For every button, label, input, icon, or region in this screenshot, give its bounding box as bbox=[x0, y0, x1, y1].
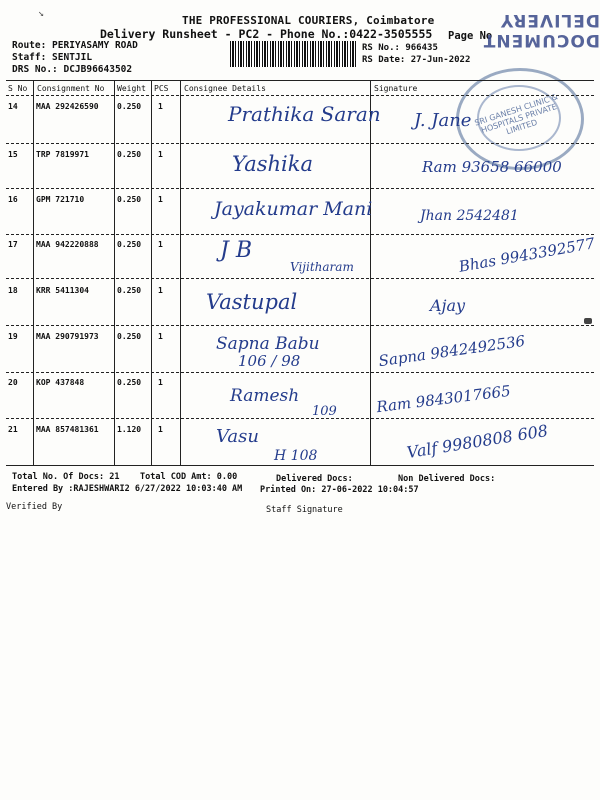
row-consignee-extra: 106 / 98 bbox=[238, 352, 301, 370]
drs-number: DRS No.: DCJB96643502 bbox=[12, 64, 133, 75]
row-signature: J. Jane bbox=[414, 110, 472, 131]
row-sno: 14 bbox=[8, 102, 18, 111]
row-pcs: 1 bbox=[158, 378, 163, 387]
col-header-pcs: PCS bbox=[154, 84, 169, 93]
row-consignee-handwriting: Vasu bbox=[216, 426, 259, 447]
row-divider bbox=[6, 188, 594, 189]
col-divider bbox=[151, 80, 152, 465]
row-consignee-extra: H 108 bbox=[274, 448, 318, 464]
printed-on: Printed On: 27-06-2022 10:04:57 bbox=[260, 485, 419, 495]
company-title: THE PROFESSIONAL COURIERS, Coimbatore bbox=[182, 14, 435, 27]
staff-label: Staff: SENTJIL bbox=[12, 52, 93, 63]
row-consignee-handwriting: Vastupal bbox=[206, 290, 298, 314]
row-divider bbox=[6, 143, 594, 144]
row-signature: Valf 9980808 608 bbox=[405, 420, 550, 463]
row-divider bbox=[6, 372, 594, 373]
verified-by: Verified By bbox=[6, 502, 63, 512]
delivered-docs: Delivered Docs: bbox=[276, 474, 353, 484]
row-consignment: MAA 292426590 bbox=[36, 102, 99, 111]
row-pcs: 1 bbox=[158, 102, 163, 111]
row-weight: 0.250 bbox=[117, 195, 142, 204]
barcode bbox=[230, 41, 358, 67]
row-sno: 18 bbox=[8, 286, 18, 295]
total-cod: Total COD Amt: 0.00 bbox=[140, 472, 238, 482]
row-weight: 0.250 bbox=[117, 378, 142, 387]
row-weight: 1.120 bbox=[117, 425, 142, 434]
row-sno: 17 bbox=[8, 240, 18, 249]
row-sno: 16 bbox=[8, 195, 18, 204]
hospital-seal-text: SRI GANESH CLINIC & HOSPITALS PRIVATE LIMITED bbox=[473, 92, 559, 137]
row-consignment: GPM 721710 bbox=[36, 195, 85, 204]
row-consignee-handwriting: J B bbox=[220, 238, 252, 263]
row-pcs: 1 bbox=[158, 332, 163, 341]
rs-date: RS Date: 27-Jun-2022 bbox=[362, 55, 471, 65]
row-consignee-extra: 109 bbox=[312, 404, 337, 419]
row-weight: 0.250 bbox=[117, 286, 142, 295]
row-pcs: 1 bbox=[158, 195, 163, 204]
col-header-signature: Signature bbox=[374, 84, 418, 93]
col-header-consignee: Consignee Details bbox=[184, 84, 266, 93]
row-consignment: KOP 437848 bbox=[36, 378, 85, 387]
row-signature: Sapna 9842492536 bbox=[377, 331, 527, 371]
non-delivered-docs: Non Delivered Docs: bbox=[398, 474, 496, 484]
row-consignment: MAA 290791973 bbox=[36, 332, 99, 341]
row-pcs: 1 bbox=[158, 286, 163, 295]
row-consignee-handwriting: Ramesh bbox=[230, 386, 300, 406]
row-weight: 0.250 bbox=[117, 332, 142, 341]
row-consignee-handwriting: Prathika Saran bbox=[228, 102, 381, 126]
row-divider bbox=[6, 418, 594, 419]
page-number-label: Page No bbox=[448, 30, 493, 42]
table-top-border bbox=[6, 80, 594, 81]
row-weight: 0.250 bbox=[117, 102, 142, 111]
row-divider bbox=[6, 325, 594, 326]
total-docs: Total No. Of Docs: 21 bbox=[12, 472, 120, 482]
row-signature: Ram 93658 66000 bbox=[422, 158, 562, 176]
entered-by: Entered By :RAJESHWARI2 6/27/2022 10:03:40 AM bbox=[12, 484, 243, 494]
row-consignee-extra: Vijitharam bbox=[290, 260, 354, 274]
runsheet-subtitle: Delivery Runsheet - PC2 - Phone No.:0422-3505555 bbox=[100, 27, 433, 41]
row-divider bbox=[6, 234, 594, 235]
col-divider bbox=[114, 80, 115, 465]
col-header-sno: S No bbox=[8, 84, 28, 93]
corner-mark: ↘ bbox=[38, 8, 45, 19]
row-consignment: TRP 7819971 bbox=[36, 150, 89, 159]
route-label: Route: PERIYASAMY ROAD bbox=[12, 40, 138, 51]
row-pcs: 1 bbox=[158, 425, 163, 434]
row-sno: 19 bbox=[8, 332, 18, 341]
col-divider bbox=[33, 80, 34, 465]
row-signature: Ajay bbox=[430, 296, 466, 315]
document-delivery-stamp: DOCUMENT DELIVERY bbox=[482, 10, 600, 50]
row-consignee-handwriting: Jayakumar Mani bbox=[214, 198, 373, 220]
row-signature: Bhas 9943392577 bbox=[457, 234, 597, 276]
row-pcs: 1 bbox=[158, 150, 163, 159]
header-divider bbox=[6, 95, 594, 96]
row-pcs: 1 bbox=[158, 240, 163, 249]
row-sno: 20 bbox=[8, 378, 18, 387]
row-consignment: MAA 942220888 bbox=[36, 240, 99, 249]
row-signature: Jhan 2542481 bbox=[420, 208, 519, 224]
row-signature: Ram 9843017665 bbox=[375, 381, 512, 417]
row-sno: 21 bbox=[8, 425, 18, 434]
row-weight: 0.250 bbox=[117, 240, 142, 249]
col-divider bbox=[180, 80, 181, 465]
row-weight: 0.250 bbox=[117, 150, 142, 159]
staff-signature: Staff Signature bbox=[266, 505, 343, 515]
rs-number: RS No.: 966435 bbox=[362, 43, 438, 53]
row-consignee-handwriting: Sapna Babu bbox=[216, 334, 320, 354]
table-bottom-border bbox=[6, 465, 594, 466]
col-header-weight: Weight bbox=[117, 84, 146, 93]
col-header-consignment: Consignment No bbox=[37, 84, 105, 93]
row-consignment: MAA 857481361 bbox=[36, 425, 99, 434]
row-sno: 15 bbox=[8, 150, 18, 159]
runsheet-table bbox=[6, 80, 597, 465]
col-divider bbox=[370, 80, 371, 465]
row-consignee-handwriting: Yashika bbox=[232, 152, 314, 176]
row-consignment: KRR 5411304 bbox=[36, 286, 89, 295]
row-divider bbox=[6, 278, 594, 279]
